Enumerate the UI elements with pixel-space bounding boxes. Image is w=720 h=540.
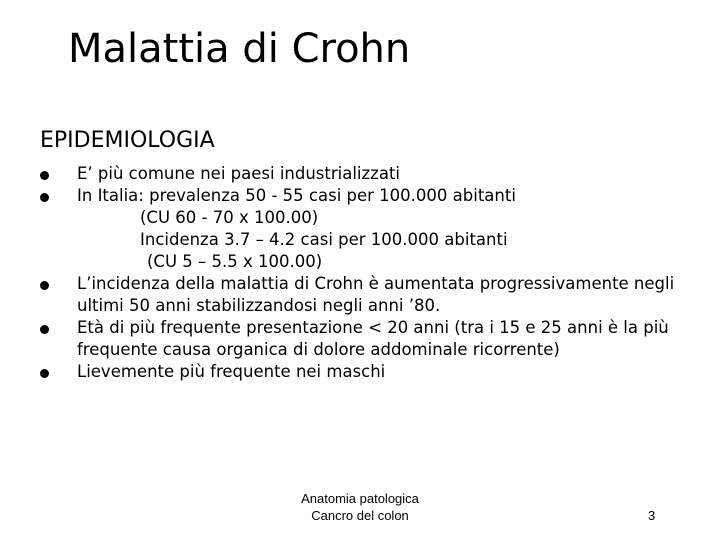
bullet-dot-icon <box>40 171 49 180</box>
bullet-item <box>40 273 700 317</box>
bullet-text: E’ più comune nei paesi industrializzati <box>77 164 400 183</box>
footer-line: Anatomia patologica <box>301 491 419 506</box>
slide-footer <box>275 490 445 524</box>
bullet-item <box>40 163 700 185</box>
bullet-text: In Italia: prevalenza 50 - 55 casi per 100.000 abitanti <box>77 186 516 205</box>
section-heading: EPIDEMIOLOGIA <box>40 128 215 153</box>
bullet-text: L’incidenza della malattia di Crohn è aumentata progressivamente negli ultimi 50 anni stabilizzandosi negli anni ’80. <box>77 274 675 315</box>
slide-title: Malattia di Crohn <box>68 26 411 72</box>
footer-line: Cancro del colon <box>311 508 409 523</box>
bullet-dot-icon <box>40 369 49 378</box>
bullet-item <box>40 185 700 207</box>
bullet-sub-line: (CU 60 - 70 x 100.00) <box>140 208 319 227</box>
bullet-dot-icon <box>40 325 49 334</box>
bullet-sub-line: (CU 5 – 5.5 x 100.00) <box>147 252 323 271</box>
bullet-dot-icon <box>40 281 49 290</box>
bullet-item <box>40 361 700 383</box>
bullet-text: Lievemente più frequente nei maschi <box>77 362 386 381</box>
bullet-dot-icon <box>40 193 49 202</box>
bullet-text: Età di più frequente presentazione < 20 anni (tra i 15 e 25 anni è la più frequente causa organica di dolore addominale ricorrente) <box>77 318 669 359</box>
bullet-item <box>40 317 700 361</box>
bullet-sub-line: Incidenza 3.7 – 4.2 casi per 100.000 abitanti <box>140 230 508 249</box>
page-number: 3 <box>648 508 656 523</box>
bullet-list <box>40 163 700 383</box>
